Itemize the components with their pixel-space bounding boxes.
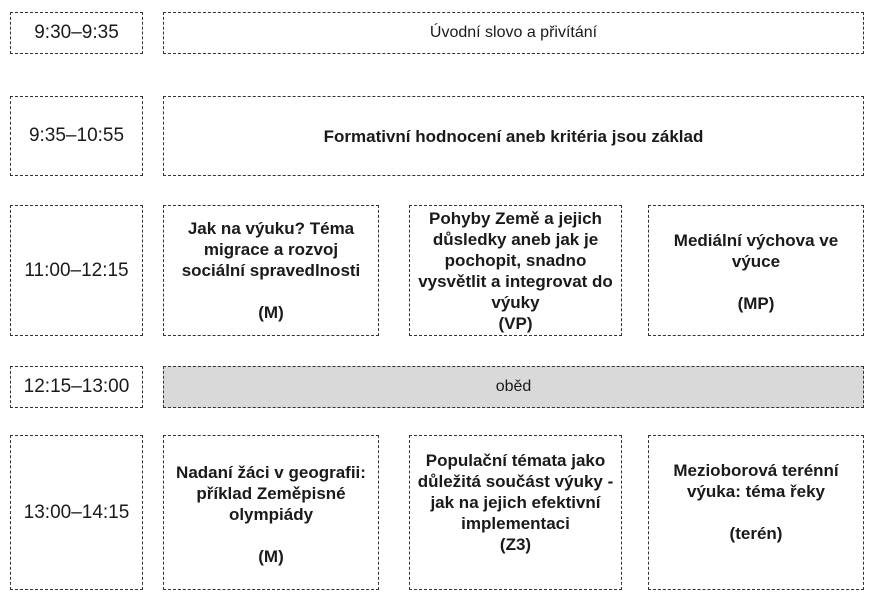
workshop-card bbox=[648, 435, 864, 590]
workshop-title: Mediální výchova ve výuce bbox=[673, 231, 839, 271]
time-slot-4 bbox=[10, 366, 143, 408]
lunch-label: oběd bbox=[495, 378, 532, 395]
plenary-block bbox=[163, 96, 864, 176]
workshop-title: Pohyby Země a jejich důsledky aneb jak je pochopit, snadno vysvětlit a integrovat do výuky bbox=[418, 209, 613, 312]
time-label: 9:35–10:55 bbox=[28, 125, 125, 146]
workshop-tag: (terén) bbox=[729, 524, 783, 543]
plenary-label: Formativní hodnocení aneb kritéria jsou základ bbox=[323, 126, 704, 146]
time-label: 11:00–12:15 bbox=[24, 259, 129, 281]
workshop-title: Nadaní žáci v geografii: příklad Zeměpisné olympiády bbox=[176, 463, 366, 524]
time-label: 12:15–13:00 bbox=[23, 376, 130, 397]
opening-label: Úvodní slovo a přivítání bbox=[429, 24, 598, 41]
workshop-tag: (M) bbox=[258, 547, 284, 566]
opening-block bbox=[163, 12, 864, 54]
workshop-tag: (M) bbox=[258, 303, 284, 322]
time-label: 13:00–14:15 bbox=[23, 501, 130, 523]
time-slot-1 bbox=[10, 12, 143, 54]
workshop-title: Mezioborová terénní výuka: téma řeky bbox=[673, 461, 839, 501]
workshop-card bbox=[163, 435, 379, 590]
time-label: 9:30–9:35 bbox=[34, 22, 119, 43]
workshop-card bbox=[163, 205, 379, 336]
workshop-tag: (VP) bbox=[498, 314, 533, 333]
workshop-title: Populační témata jako důležitá součást výuky - jak na jejich efektivní implementaci bbox=[417, 451, 614, 533]
time-slot-2 bbox=[10, 96, 143, 176]
time-slot-3 bbox=[10, 205, 143, 336]
lunch-block bbox=[163, 366, 864, 408]
workshop-tag: (MP) bbox=[737, 294, 775, 313]
workshop-card bbox=[648, 205, 864, 336]
time-slot-5 bbox=[10, 435, 143, 590]
workshop-card bbox=[409, 435, 622, 590]
workshop-tag: (Z3) bbox=[499, 535, 532, 554]
workshop-title: Jak na výuku? Téma migrace a rozvoj sociální spravedlnosti bbox=[181, 219, 361, 280]
workshop-card bbox=[409, 205, 622, 336]
